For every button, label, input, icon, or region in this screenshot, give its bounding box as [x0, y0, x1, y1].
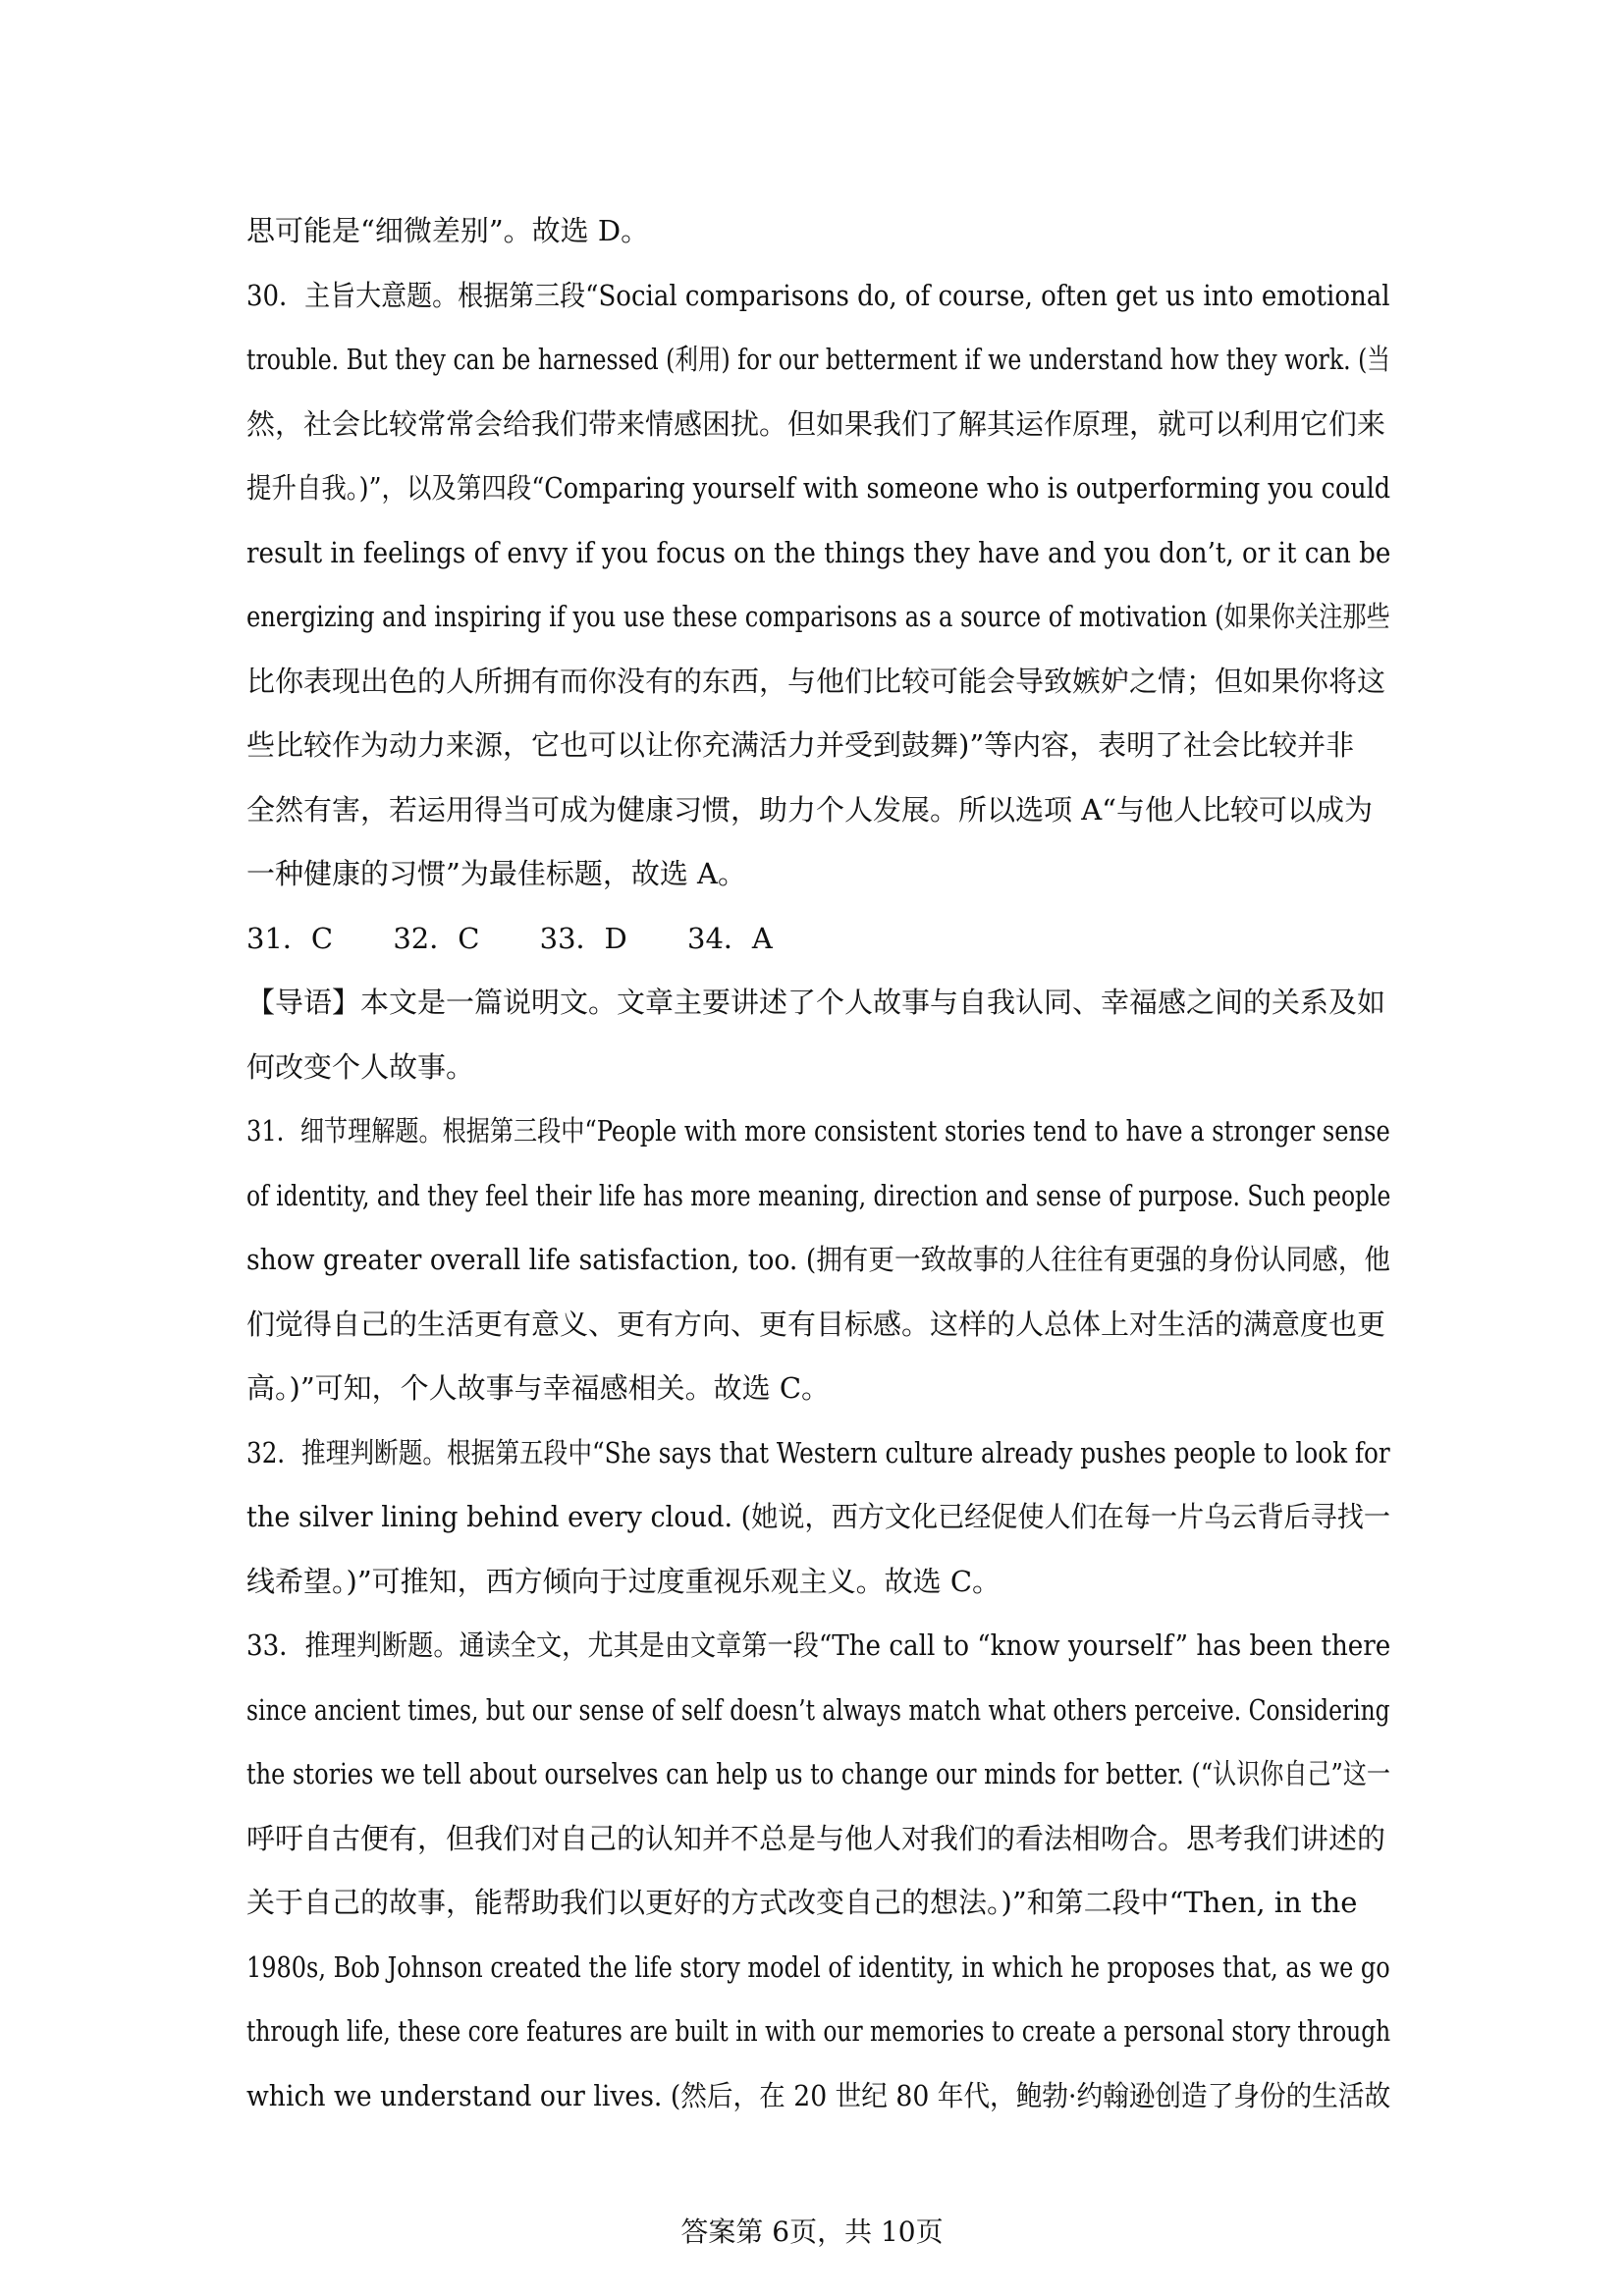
text-line: result in feelings of envy if you focus on the things they have and you don’t, or it can be [246, 535, 1391, 569]
text-line: 全然有害，若运用得当可成为健康习惯，助力个人发展。所以选项 A“与他人比较可以成为 [246, 792, 1373, 827]
text-line: 提升自我。)”，以及第四段“Comparing yourself with someone who is outperforming you could [246, 471, 1391, 505]
text-line: 线希望。)”可推知，西方倾向于过度重视乐观主义。故选 C。 [246, 1564, 1001, 1598]
text-line: the stories we tell about ourselves can help us to change our minds for better. (“认识你自己”这一 [246, 1757, 1390, 1790]
text-line: 些比较作为动力来源，它也可以让你充满活力并受到鼓舞)”等内容，表明了社会比较并非 [246, 728, 1355, 762]
text-line: the silver lining behind every cloud. (她说，西方文化已经促使人们在每一片乌云背后寻找一 [246, 1500, 1391, 1533]
page-footer: 答案第 6页，共 10页 [680, 2216, 944, 2248]
answer-34: 34．A [687, 921, 773, 955]
text-line: 何改变个人故事。 [246, 1049, 475, 1084]
answer-33: 33．D [539, 921, 627, 955]
text-line: 关于自己的故事，能帮助我们以更好的方式改变自己的想法。)”和第二段中“Then, in the [246, 1886, 1358, 1919]
text-line: 比你表现出色的人所拥有而你没有的东西，与他们比较可能会导致嫉妒之情；但如果你将这 [246, 664, 1386, 698]
text-line: which we understand our lives. (然后，在 20 世纪 80 年代，鲍勃·约翰逊创造了身份的生活故 [246, 2078, 1391, 2112]
text-line: 1980s, Bob Johnson created the life story model of identity, in which he proposes that, as we go [246, 1949, 1390, 1984]
text-line: 一种健康的习惯”为最佳标题，故选 A。 [246, 857, 746, 890]
text-line: 31．细节理解题。根据第三段中“People with more consistent stories tend to have a stronger sense [246, 1114, 1390, 1148]
text-line: 思可能是“细微差别”。故选 D。 [246, 214, 650, 247]
text-line: 们觉得自己的生活更有意义、更有方向、更有目标感。这样的人总体上对生活的满意度也更 [246, 1307, 1386, 1341]
text-line: of identity, and they feel their life has more meaning, direction and sense of purpose. Such people [246, 1178, 1391, 1212]
text-line: through life, these core features are built in with our memories to create a personal story through [246, 2014, 1391, 2048]
text-line: 33．推理判断题。通读全文，尤其是由文章第一段“The call to “know yourself” has been there [246, 1629, 1391, 1662]
answer-31: 31．C [246, 921, 334, 955]
text-line: 呼吁自古便有，但我们对自己的认知并不总是与他人对我们的看法相吻合。思考我们讲述的 [246, 1821, 1386, 1855]
text-line: trouble. But they can be harnessed (利用) for our betterment if we understand how they work. (当 [246, 343, 1390, 376]
answer-32: 32．C [393, 921, 480, 955]
text-line: 高。)”可知，个人故事与幸福感相关。故选 C。 [246, 1371, 831, 1405]
answer-text-body [246, 206, 1391, 2135]
text-line: show greater overall life satisfaction, too. (拥有更一致故事的人往往有更强的身份认同感，他 [246, 1243, 1390, 1276]
text-line: 32．推理判断题。根据第五段中“She says that Western culture already pushes people to look for [246, 1435, 1390, 1469]
text-line: 【导语】本文是一篇说明文。文章主要讲述了个人故事与自我认同、幸福感之间的关系及如 [246, 986, 1386, 1019]
text-line: 30．主旨大意题。根据第三段“Social comparisons do, of course, often get us into emotional [246, 278, 1390, 312]
text-line: since ancient times, but our sense of self doesn’t always match what others perceive. Considering [246, 1692, 1390, 1727]
answer-key-line [246, 914, 1385, 979]
text-line: energizing and inspiring if you use these comparisons as a source of motivation (如果你关注那些 [246, 600, 1390, 633]
text-line: 然，社会比较常常会给我们带来情感困扰。但如果我们了解其运作原理，就可以利用它们来 [246, 406, 1386, 441]
